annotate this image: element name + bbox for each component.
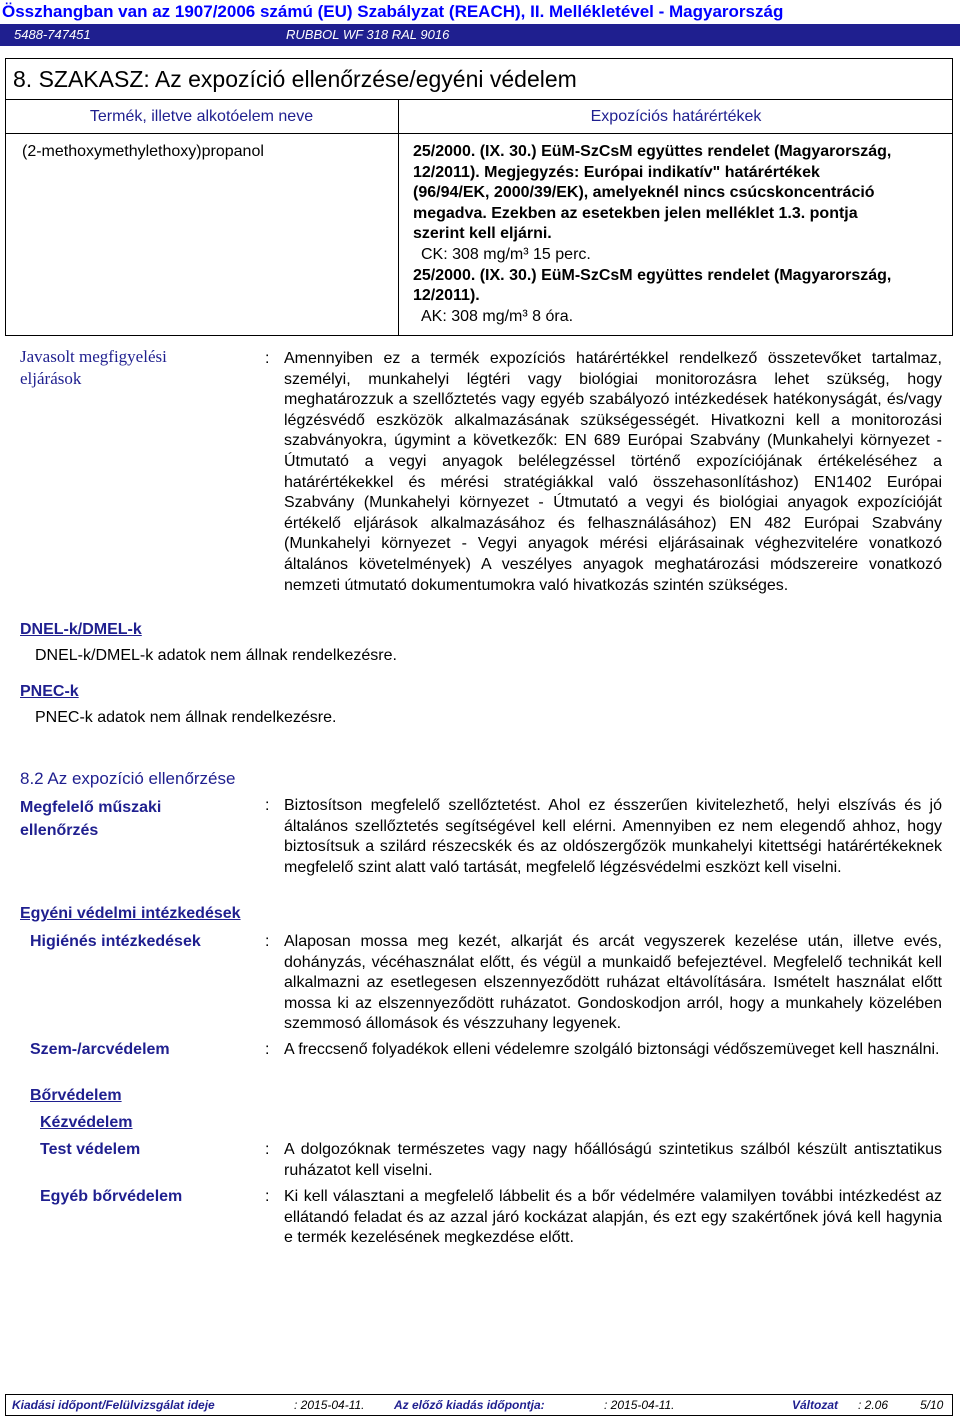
technical-controls-colon: : — [265, 797, 270, 814]
personal-measures-heading: Egyéni védelmi intézkedések — [20, 905, 241, 922]
previous-issue-value: : 2015-04-11. — [604, 1398, 675, 1412]
skin-protection-heading: Bőrvédelem — [30, 1087, 122, 1104]
eye-protection-colon: : — [265, 1041, 270, 1058]
version-value: : 2.06 — [858, 1398, 889, 1412]
table-column-divider — [398, 100, 399, 336]
dnel-heading: DNEL-k/DMEL-k — [20, 621, 142, 638]
eye-protection-text: A freccsenő folyadékok elleni védelemre szolgáló biztonsági védőszemüveget kell használni. — [284, 1041, 940, 1058]
hygiene-colon: : — [265, 933, 270, 950]
dnel-text: DNEL-k/DMEL-k adatok nem állnak rendelkezésre. — [35, 647, 397, 664]
section-title: 8. SZAKASZ: Az expozíció ellenőrzése/egyéni védelem — [5, 58, 953, 100]
body-protection-text: A dolgozóknak természetes vagy nagy hőállóságú szintetikus szálból készült antisztatikus ruházatot kell viselni. — [284, 1141, 942, 1179]
limit-value-ak: AK: 308 mg/m³ 8 óra. — [421, 307, 574, 325]
pnec-text: PNEC-k adatok nem állnak rendelkezésre. — [35, 709, 337, 726]
version-label: Változat — [792, 1398, 839, 1412]
table-header-limits: Expozíciós határértékek — [590, 108, 762, 125]
limit-line: megadva. Ezekben az esetekben jelen melléklet 1.3. pontja — [413, 204, 858, 222]
limit-value-ck: CK: 308 mg/m³ 15 perc. — [421, 245, 591, 263]
hand-protection-heading: Kézvédelem — [40, 1114, 133, 1131]
document-header-bar — [0, 24, 960, 46]
limit-line: szerint kell eljárni. — [413, 225, 552, 243]
limit-line: 12/2011). — [413, 287, 480, 305]
subsection-title: 8.2 Az expozíció ellenőrzése — [20, 769, 236, 788]
issue-date-value: : 2015-04-11. — [294, 1398, 365, 1412]
body-protection-label: Test védelem — [40, 1141, 141, 1158]
eye-protection-label: Szem-/arcvédelem — [30, 1041, 170, 1058]
other-skin-text: Ki kell választani a megfelelő lábbelit és a bőr védelmére valamilyen további intézkedést az ellátandó feladat és az azzal járó kockázat alapján, és ezt egy szakértőnek jóvá kell hagynia e termék kezelésének megkezdése előtt. — [284, 1188, 942, 1247]
limit-line: 25/2000. (IX. 30.) EüM-SzCsM együttes rendelet (Magyarország, — [413, 143, 892, 160]
page-footer — [5, 1394, 953, 1416]
technical-controls-label: Megfelelő műszaki ellenőrzés — [20, 799, 162, 839]
hygiene-label: Higiénés intézkedések — [30, 933, 201, 950]
monitoring-text: Amennyiben ez a termék expozíciós határértékkel rendelkező összetevőket tartalmaz, személyi, munkahelyi légtéri vagy biológiai monitorozásra lehet szükség, hogy meghatározzuk a szellőztetés vagy egyéb szabályozó intézkedések hatékonyságát, és/vagy légzésvédő eszközök alkalmazásának szükségességét. Hivatkozni kell a monitorozási szabványokra, úgymint a következők: EN 689 Európai Szabvány (Munkahelyi környezet - Útmutató a vegyi anyagok belélegzéssel történő expozíciójának értékeléséhez a határértékekkel és mérési stratégiákkal való összehasonlításhoz) EN1402 Európai Szabvány (Munkahelyi környezet - Útmutató a vegyi és biológiai anyagok expozícióját értékelő eljárások alkalmazásához és felhasználásához) EN 482 Európai Szabvány (Munkahelyi környezet - Vegyi anyagok mérési eljárásainak véghezvitelére vonatkozó általános követelmények) A veszélyes anyagok meghatározási módszereire vonatkozó nemzeti útmutató dokumentumokra való hivatkozás szintén szükséges. — [284, 350, 942, 594]
other-skin-colon: : — [265, 1188, 270, 1205]
hygiene-text: Alaposan mossa meg kezét, alkarját és arcát vegyszerek kezelése után, illetve evés, dohányzás, vécéhasználat előtt, és végül a munkaidő befejeztével. Megfelelő technikát kell alkalmazni az esetlegesen elszennyeződött ruházat eltávolítására. Ismételt használat előtt mossa ki az elszennyeződött ruházatot. Gondoskodjon arról, hogy a munkahely közelében szemmosó állomások és vészzuhany legyenek. — [284, 933, 942, 1033]
table-header-divider — [5, 133, 953, 134]
technical-controls-text: Biztosítson megfelelő szellőztetést. Ahol ez ésszerűen kivitelezhető, helyi elszívás és jó általános szellőztetés segítségével kell elérni. Amennyiben ez nem elegendő ahhoz, hogy biztosítsuk a szilárd részecskék és az oldószergőzök munkahelyi kitettségi határértékeknek megfelelő szint alatt való tartását, megfelelő légzésvédelmi eszközt kell viselni. — [284, 797, 942, 876]
document-header-title: Összhangban van az 1907/2006 számú (EU) Szabályzat (REACH), II. Mellékletével - Magyarország — [2, 2, 784, 21]
page-number: 5/10 — [920, 1398, 944, 1412]
substance-name: (2-methoxymethylethoxy)propanol — [22, 143, 264, 160]
document-id: 5488-747451 — [14, 27, 91, 42]
exposure-limit-list — [413, 142, 953, 327]
monitoring-label: Javasolt megfigyelési eljárások — [20, 347, 167, 388]
other-skin-label: Egyéb bőrvédelem — [40, 1188, 183, 1205]
issue-date-label: Kiadási időpont/Felülvizsgálat ideje — [12, 1398, 215, 1412]
monitoring-colon: : — [265, 350, 270, 367]
product-name: RUBBOL WF 318 RAL 9016 — [286, 27, 450, 42]
table-header-component: Termék, illetve alkotóelem neve — [89, 108, 314, 125]
pnec-heading: PNEC-k — [20, 683, 79, 700]
previous-issue-label: Az előző kiadás időpontja: — [394, 1398, 545, 1412]
limit-line: 25/2000. (IX. 30.) EüM-SzCsM együttes rendelet (Magyarország, — [413, 266, 892, 284]
body-protection-colon: : — [265, 1141, 270, 1158]
limit-line: 12/2011). Megjegyzés: Európai indikatív" határértékek — [413, 163, 820, 181]
limit-line: (96/94/EK, 2000/39/EK), amelyeknél nincs csúcskoncentráció — [413, 184, 875, 202]
